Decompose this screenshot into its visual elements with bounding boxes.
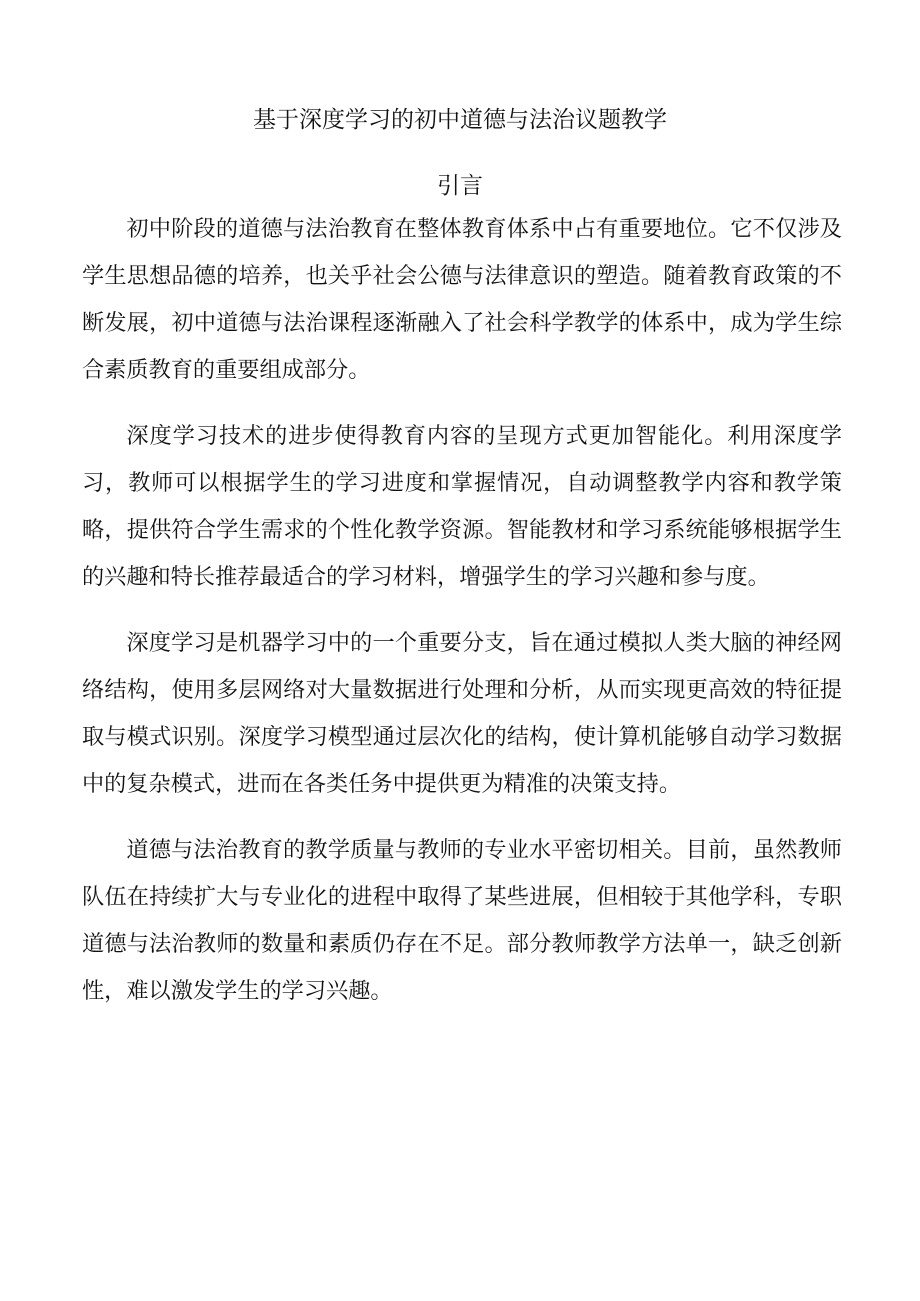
- paragraph-3: 深度学习是机器学习中的一个重要分支，旨在通过模拟人类大脑的神经网络结构，使用多层网络对大量数据进行处理和分析，从而实现更高效的特征提取与模式识别。深度学习模型通过层次化的结构，使计算机能够自动学习数据中的复杂模式，进而在各类任务中提供更为精准的决策支持。: [82, 630, 842, 797]
- paragraph-2: 深度学习技术的进步使得教育内容的呈现方式更加智能化。利用深度学习，教师可以根据学生的学习进度和掌握情况，自动调整教学内容和教学策略，提供符合学生需求的个性化教学资源。智能教材和学习系统能够根据学生的兴趣和特长推荐最适合的学习材料，增强学生的学习兴趣和参与度。: [82, 423, 842, 590]
- paragraph-4: 道德与法治教育的教学质量与教师的专业水平密切相关。目前，虽然教师队伍在持续扩大与专业化的进程中取得了某些进展，但相较于其他学科，专职道德与法治教师的数量和素质仍存在不足。部分教师教学方法单一，缺乏创新性，难以激发学生的学习兴趣。: [82, 837, 842, 1004]
- paragraph-1: 初中阶段的道德与法治教育在整体教育体系中占有重要地位。它不仅涉及学生思想品德的培养，也关乎社会公德与法律意识的塑造。随着教育政策的不断发展，初中道德与法治课程逐渐融入了社会科学教学的体系中，成为学生综合素质教育的重要组成部分。: [82, 216, 842, 383]
- section-heading-introduction: 引言: [437, 173, 483, 199]
- document-title: 基于深度学习的初中道德与法治议题教学: [253, 107, 667, 133]
- document-body: [82, 206, 842, 1034]
